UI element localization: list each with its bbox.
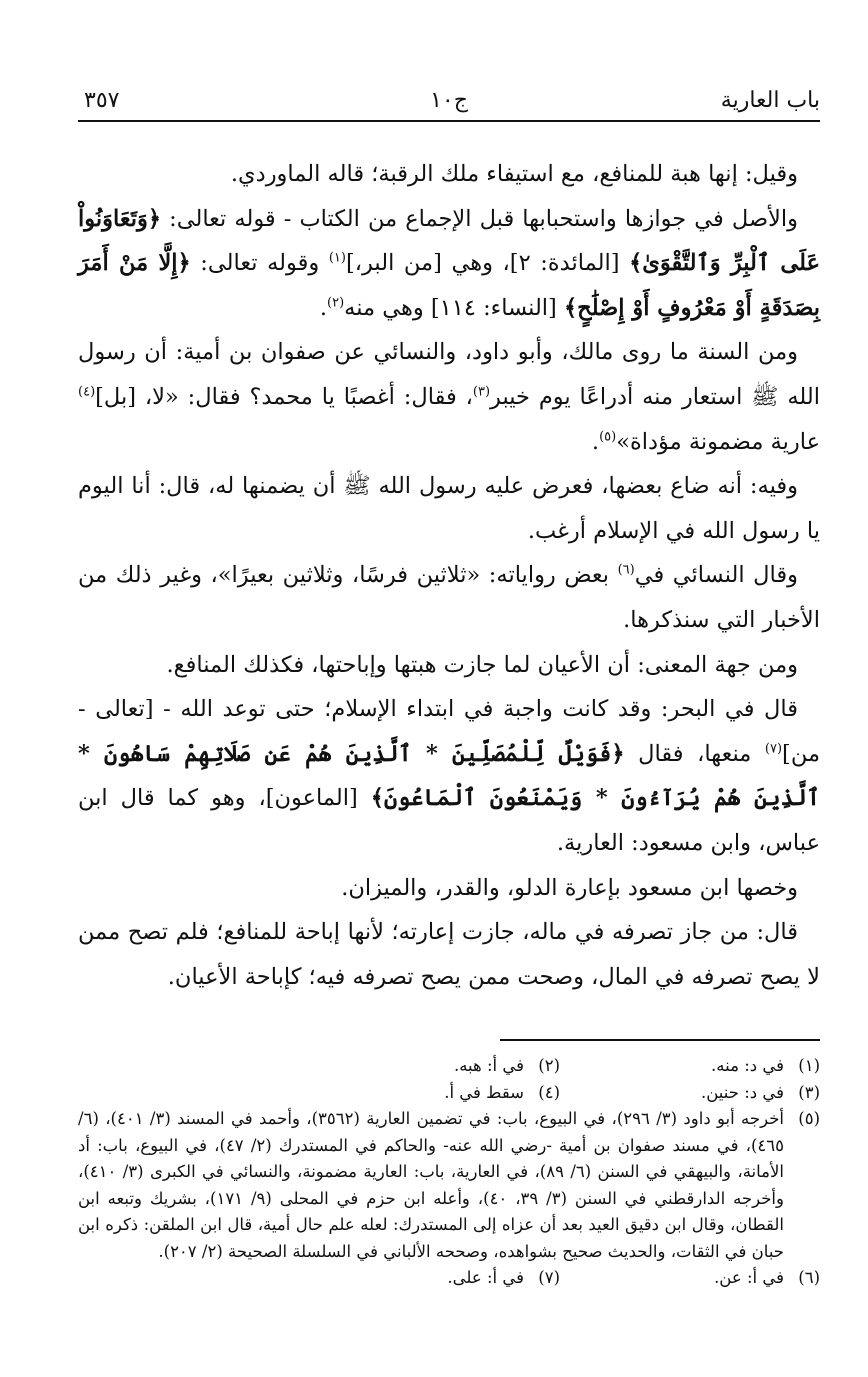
- text-run: قال: من جاز تصرفه في ماله، جازت إعارته؛ لأنها إباحة للمنافع؛ فلم تصح ممن لا يصح تصرفه في المال، وصحت ممن يصح تصرفه فيه؛ كإباحة الأعيان.: [78, 919, 820, 990]
- text-run: [المائدة: ٢]، وهي [من البر،]: [345, 250, 630, 277]
- footnote-text: في أ: هبه.: [453, 1056, 524, 1076]
- text-run: وخصها ابن مسعود بإعارة الدلو، والقدر، والميزان.: [341, 874, 798, 901]
- footnote-2: [300, 1053, 560, 1080]
- footnote-text: في أ: على.: [447, 1268, 524, 1288]
- footnote-reference: (٧): [764, 741, 783, 757]
- footnote-text: أخرجه أبو داود (٣/ ٢٩٦)، في البيوع، باب: في تضمين العارية (٣٥٦٢)، وأحمد في المسند (٣/ ٤٠١)، (٦/ ٤٦٥)، في مسند صفوان بن أمية -رضي الله عنه- والحاكم في المستدرك (٢/ ٤٧)، في البيوع، باب: أد الأمانة، والبيهقي في السنن (٦/ ٨٩)، في العارية، باب: العارية مضمونة، والنسائي في الكبرى (٣/ ٤١٠)، وأخرجه الدارقطني في السنن (٣/ ٣٩، ٤٠)، وأعله ابن حزم في المحلى (٩/ ١٧١)، بشريك وتبعه ابن القطان، وقال ابن دقيق العيد بعد أن عزاه إلى المستدرك: لعله علم حال أمية، قال ابن الملقن: ذكره ابن حبان في الثقات، والحديث صحيح بشواهده، وصححه الألباني في السلسلة الصحيحة (٢/ ٢٠٧).: [78, 1109, 785, 1261]
- footnotes: [78, 1053, 820, 1292]
- footnote-text: في أ: عن.: [714, 1268, 784, 1288]
- chapter-title: باب العارية: [720, 88, 820, 113]
- footnote-number: (٥): [798, 1109, 820, 1129]
- footnote-number: (٢): [538, 1056, 560, 1076]
- footnote-reference: (٢): [327, 295, 345, 311]
- footnote-text: في د: حنين.: [701, 1082, 784, 1102]
- text-run: [الماعون]، وهو كما قال ابن عباس، وابن مسعود: العارية.: [78, 785, 820, 856]
- text-run: قال في البحر: وقد كانت واجبة في ابتداء الإسلام؛ حتى توعد الله - [تعالى - من]: [78, 696, 821, 767]
- quran-verse: ﴿وَتَعَاوَنُواْ عَلَى ٱلْبِرِّ وَٱلتَّقْوَىٰ﴾: [78, 205, 820, 277]
- text-run: .: [591, 428, 600, 455]
- footnote-text: سقط في أ.: [444, 1082, 524, 1102]
- text-run: وقال النسائي في: [634, 562, 799, 589]
- footnote-separator: [500, 1039, 820, 1041]
- footnote-row: [78, 1080, 820, 1107]
- quran-verse: ﴿فَوَيْلٌ لِّلْمُصَلِّينَ * ٱلَّذِينَ هُمْ عَن صَلَاتِهِمْ سَاهُونَ * ٱلَّذِينَ هُمْ يُرَآءُونَ * وَيَمْنَعُونَ ٱلْمَاعُونَ﴾: [78, 740, 821, 812]
- text-run: ومن السنة ما روى مالك، وأبو داود، والنسائي عن صفوان بن أمية: أن رسول الله ﷺ استعار منه أدراعًا يوم خيبر: [78, 339, 820, 410]
- footnote-number: (٣): [798, 1082, 820, 1102]
- footnote-6: [560, 1265, 820, 1292]
- footnote-reference: (٤): [78, 384, 96, 400]
- text-run: .: [319, 294, 328, 321]
- paragraph: [78, 197, 820, 331]
- text-run: وقوله تعالى:: [190, 250, 329, 277]
- paragraph: [78, 553, 820, 642]
- footnote-number: (٦): [798, 1268, 820, 1288]
- footnote-text: في د: منه.: [711, 1056, 784, 1076]
- footnote-number: (٧): [538, 1268, 560, 1288]
- footnote-row: [78, 1053, 820, 1080]
- paragraph: [78, 687, 820, 865]
- text-run: [النساء: ١١٤] وهي منه: [344, 294, 564, 321]
- paragraph: [78, 152, 820, 197]
- running-header: [78, 84, 820, 122]
- text-run: وقيل: إنها هبة للمنافع، مع استيفاء ملك الرقبة؛ قاله الماوردي.: [230, 161, 798, 187]
- paragraph: [78, 643, 820, 688]
- text-run: ، فقال: أغصبًا يا محمد؟ فقال: «لا، [بل]: [95, 383, 473, 410]
- volume-label: ج١٠: [430, 88, 468, 113]
- footnote-reference: (٥): [599, 429, 617, 445]
- footnote-4: [300, 1080, 560, 1107]
- footnote-7: [300, 1265, 560, 1292]
- paragraph: [78, 910, 820, 999]
- paragraph: [78, 866, 820, 911]
- footnote-5: [78, 1106, 820, 1265]
- paragraph: [78, 464, 820, 553]
- footnote-reference: (٦): [617, 562, 635, 578]
- footnote-number: (٤): [538, 1082, 560, 1102]
- text-run: بعض رواياته: «ثلاثين فرسًا، وثلاثين بعيرًا»، وغير ذلك من الأخبار التي سنذكرها.: [78, 562, 820, 633]
- text-run: منعها، فقال: [624, 740, 765, 767]
- book-page: [78, 84, 820, 1364]
- text-run: والأصل في جوازها واستحبابها قبل الإجماع من الكتاب - قوله تعالى:: [161, 205, 798, 232]
- text-run: وفيه: أنه ضاع بعضها، فعرض عليه رسول الله ﷺ أن يضمنها له، قال: أنا اليوم يا رسول الله في الإسلام أرغب.: [78, 473, 820, 544]
- footnote-3: [560, 1080, 820, 1107]
- footnote-1: [560, 1053, 820, 1080]
- page-number: ٣٥٧: [84, 88, 120, 113]
- footnote-reference: (١): [328, 250, 346, 266]
- text-run: عارية مضمونة مؤداة»: [616, 428, 820, 455]
- footnote-reference: (٣): [472, 384, 491, 400]
- footnote-row: [78, 1265, 820, 1292]
- text-run: ومن جهة المعنى: أن الأعيان لما جازت هبتها وإباحتها، فكذلك المنافع.: [166, 651, 798, 678]
- footnote-number: (١): [798, 1056, 820, 1076]
- paragraph: [78, 330, 820, 464]
- main-text: [78, 152, 820, 999]
- quran-verse: ﴿إِلَّا مَنْ أَمَرَ بِصَدَقَةٍ أَوْ مَعْرُوفٍ أَوْ إِصْلَٰحٍ﴾: [78, 250, 820, 321]
